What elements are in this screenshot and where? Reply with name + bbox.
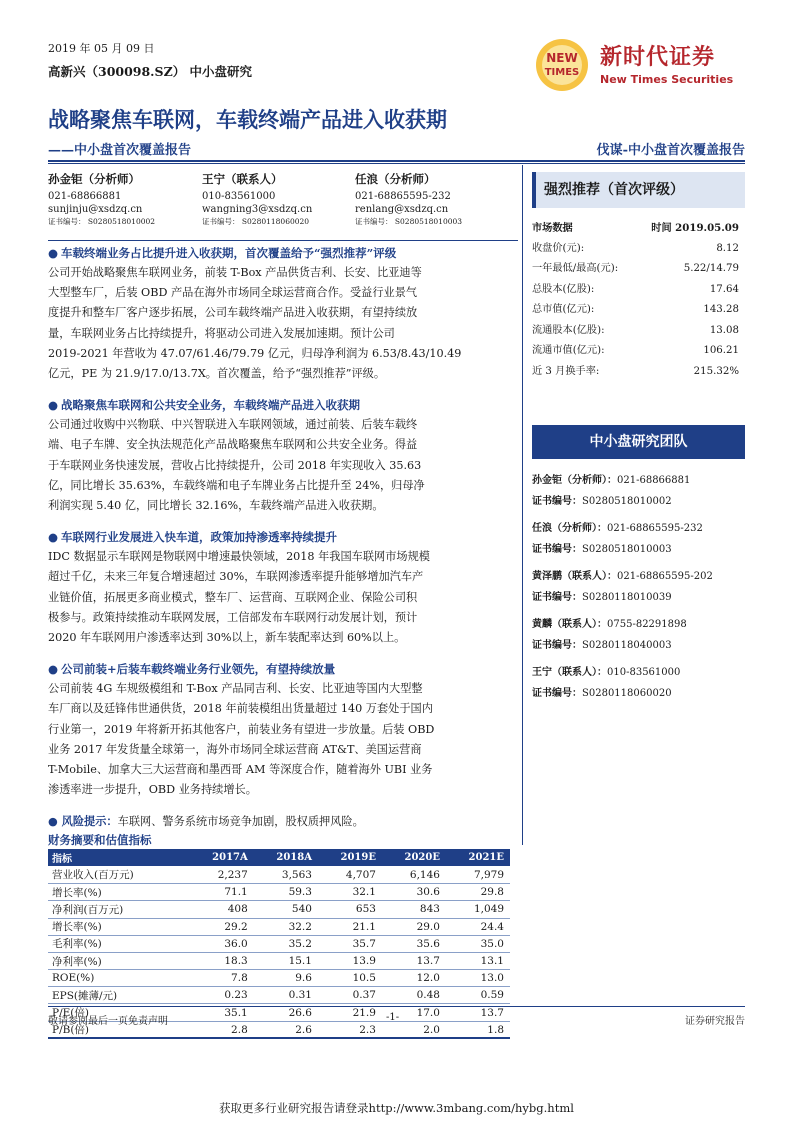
svg-text:NEW: NEW (546, 51, 578, 65)
report-date: 2019 年 05 月 09 日 (48, 42, 155, 55)
market-label: 近 3 月换手率: (532, 365, 600, 377)
license-number: S0280518010002 (582, 496, 672, 507)
table-cell: 59.3 (254, 884, 318, 901)
team-member-name: 王宁（联系人）： (532, 667, 607, 678)
market-value: 13.08 (709, 324, 739, 336)
table-row (48, 884, 510, 901)
market-data (532, 218, 745, 382)
team-member-name: 任浪（分析师）： (532, 523, 607, 534)
table-cell: 71.1 (190, 884, 254, 901)
table-header: 指标 (48, 849, 190, 866)
team-member-phone: 021-68866881 (617, 475, 691, 486)
market-data-row (532, 341, 745, 362)
table-cell: 13.7 (382, 952, 446, 969)
license-number: S0280118060020 (582, 688, 672, 699)
team-member (532, 470, 745, 518)
table-cell: 13.7 (446, 1004, 510, 1021)
main-column (48, 243, 518, 1039)
table-cell: 0.48 (382, 987, 446, 1004)
bullet-icon: ● (48, 246, 59, 260)
analyst-name: 任浪（分析师） (355, 172, 436, 186)
stock-code: 高新兴（300098.SZ） 中小盘研究 (48, 64, 253, 79)
title-divider (48, 160, 745, 162)
market-value: 8.12 (716, 242, 739, 254)
team-member-phone: 0755-82291898 (607, 619, 687, 630)
report-subtitle: ——中小盘首次覆盖报告 (48, 143, 192, 158)
analyst-phone: 021-68866881 (48, 190, 122, 202)
table-cell: 540 (254, 901, 318, 918)
team-member-phone: 021-68865595-232 (607, 523, 703, 534)
analyst-name: 王宁（联系人） (202, 172, 283, 186)
section-body: IDC 数据显示车联网是物联网中增速最快领域，2018 年我国车联网市场规模 超过千亿，未来三年复合增速超过 30%，车联网渗透率提升能够增加汽车产 业链价值，拓展更多商业模式，整车厂、运营商、互联网企业、保险公司积 极参与。政策持续推动车联网发展，工信部发布车联网行动发展计划，预计 2020 年车联网用户渗透率达到 30%以上，新车装配率达到 60%以上。 (48, 550, 430, 645)
table-row-label: EPS(摊薄/元) (48, 987, 190, 1004)
table-cell: 35.7 (318, 935, 382, 952)
section-body: 公司通过收购中兴物联、中兴智联进入车联网领域，通过前装、后装车载终 端、电子车牌、安全执法规范化产品战略聚焦车联网和公共安全业务。得益 于车联网业务快速发展，营收占比持续提升，公司 2018 年实现收入 35.63 亿，同比增长 35.63%，车载终端和电子车牌业务占比提升至 24%，归母净 利润实现 5.40 亿，同比增长 32.16%，车载终端产品进入收获期。 (48, 418, 425, 513)
market-label: 收盘价(元): (532, 242, 585, 254)
table-cell: 7,979 (446, 866, 510, 883)
market-data-row (532, 239, 745, 260)
table-cell: 32.2 (254, 918, 318, 935)
table-cell: 30.6 (382, 884, 446, 901)
table-cell: 13.9 (318, 952, 382, 969)
table-cell: 12.0 (382, 970, 446, 987)
market-value: 143.28 (703, 304, 739, 315)
table-row-label: 净利润(百万元) (48, 901, 190, 918)
table-header: 2019E (318, 849, 382, 866)
market-label: 流通市值(亿元): (532, 345, 605, 356)
market-value: 106.21 (703, 345, 739, 356)
table-cell: 35.0 (446, 935, 510, 952)
table-cell: 9.6 (254, 970, 318, 987)
market-data-row (532, 280, 745, 301)
team-member-phone: 010-83561000 (607, 667, 681, 678)
logo-chinese-name: 新时代证券 (600, 44, 716, 70)
table-cell: 13.0 (446, 970, 510, 987)
license-number: S0280118040003 (582, 640, 672, 651)
analyst-card (202, 172, 312, 227)
analyst-phone: 021-68865595-232 (355, 190, 451, 202)
new-times-logo-icon (528, 34, 596, 96)
table-header: 2020E (382, 849, 446, 866)
analyst-name: 孙金钜（分析师） (48, 172, 140, 186)
page-number: -1- (386, 1012, 400, 1023)
financial-table (48, 849, 510, 1039)
market-label: 流通股本(亿股): (532, 324, 605, 336)
table-cell: 843 (382, 901, 446, 918)
table-cell: 21.9 (318, 1004, 382, 1021)
table-cell: 2.0 (382, 1021, 446, 1038)
license-number: S0280518010003 (582, 544, 672, 555)
column-divider (522, 165, 523, 845)
table-row (48, 987, 510, 1004)
analyst-license: 证书编号： S0280518010003 (355, 216, 463, 226)
table-cell: 0.23 (190, 987, 254, 1004)
team-list (532, 470, 745, 710)
table-header: 2021E (446, 849, 510, 866)
market-value: 5.22/14.79 (683, 263, 739, 274)
team-member (532, 614, 745, 662)
section-heading: ● 车联网行业发展进入快车道，政策加持渗透率持续提升 (48, 527, 518, 547)
market-value: 17.64 (709, 283, 739, 295)
table-cell: 21.1 (318, 918, 382, 935)
table-row-label: P/B(倍) (48, 1021, 190, 1038)
table-cell: 3,563 (254, 866, 318, 883)
market-value: 215.32% (693, 365, 739, 377)
table-row-label: 营业收入(百万元) (48, 866, 190, 883)
analyst-card (355, 172, 462, 227)
table-cell: 29.2 (190, 918, 254, 935)
team-member-name: 黄麟（联系人）： (532, 619, 607, 630)
section-heading: ● 车载终端业务占比提升进入收获期，首次覆盖给予“强烈推荐”评级 (48, 243, 518, 263)
table-cell: 35.6 (382, 935, 446, 952)
table-cell: 2,237 (190, 866, 254, 883)
team-member-name: 孙金钜（分析师）： (532, 475, 617, 486)
table-cell: 6,146 (382, 866, 446, 883)
market-data-row (532, 321, 745, 342)
table-cell: 408 (190, 901, 254, 918)
table-cell: 10.5 (318, 970, 382, 987)
table-cell: 2.6 (254, 1021, 318, 1038)
market-label: 总市值(亿元): (532, 304, 595, 315)
table-cell: 35.1 (190, 1004, 254, 1021)
table-cell: 4,707 (318, 866, 382, 883)
table-cell: 7.8 (190, 970, 254, 987)
table-row (48, 866, 510, 883)
market-data-header: 市场数据 时间 2019.05.09 (532, 222, 739, 234)
table-header-row (48, 849, 510, 866)
table-cell: 24.4 (446, 918, 510, 935)
table-cell: 653 (318, 901, 382, 918)
market-data-row (532, 300, 745, 321)
table-cell: 35.2 (254, 935, 318, 952)
analyst-email[interactable]: sunjinju@xsdzq.cn (48, 204, 143, 216)
report-title: 战略聚焦车联网，车载终端产品进入收获期 (48, 107, 447, 132)
analyst-license: 证书编号： S0280518010002 (48, 216, 156, 226)
table-row (48, 901, 510, 918)
rating-badge: 强烈推荐（首次评级） (532, 172, 745, 208)
financial-table-title: 财务摘要和估值指标 (48, 833, 152, 848)
market-data-row (532, 362, 745, 383)
section-body: 公司前装 4G 车规级模组和 T-Box 产品同吉利、长安、比亚迪等国内大型整 车厂商以及廷锋伟世通供货，2018 年前装模组出货量超过 140 万套处于国内 行业第一，2019 年将新开拓其他客户，前装业务有望进一步放量。后装 OBD 业务 2017 年发货量全球第一，海外市场同全球运营商 AT&T、美国运营商 T-Mobile、加拿大三大运营商和墨西哥 AM 等深度合作，随着海外 UBI 业务 渗透率进一步提升，OBD 业务持续增长。 (48, 682, 435, 797)
section-body: 公司开始战略聚焦车联网业务，前装 T-Box 产品供货吉利、长安、比亚迪等 大型整车厂，后装 OBD 产品在海外市场同全球运营商合作。受益行业景气 度提升和整车厂客户逐步拓展，公司车载终端产品进入收获期，有望持续放 量，车联网业务占比持续提升，将驱动公司进入发展加速期。预计公司 2019-2021 年营收为 47.07/61.46/79.79 亿元，归母净利润为 6.53/8.43/10.49 亿元，PE 为 21.9/17.0/13.7X。首次覆盖，给予“强烈推荐”评级。 (48, 266, 462, 381)
table-cell: 2.8 (190, 1021, 254, 1038)
section-heading: ● 战略聚焦车联网和公共安全业务，车载终端产品进入收获期 (48, 395, 518, 415)
bullet-icon: ● (48, 530, 59, 545)
logo-english-name: New Times Securities (600, 73, 734, 86)
team-member-phone: 021-68865595-202 (617, 571, 713, 582)
table-cell: 18.3 (190, 952, 254, 969)
license-number: S0280118010039 (582, 592, 672, 603)
license-label: 证书编号： (532, 496, 582, 507)
table-row-label: ROE(%) (48, 970, 190, 987)
team-member (532, 566, 745, 614)
team-member (532, 662, 745, 710)
table-cell: 17.0 (382, 1004, 446, 1021)
footer-divider (48, 1006, 745, 1007)
analyst-email[interactable]: wangning3@xsdzq.cn (202, 204, 313, 216)
license-label: 证书编号： (532, 592, 582, 603)
bullet-icon: ● (48, 814, 58, 829)
license-label: 证书编号： (532, 640, 582, 651)
table-row-label: 净利率(%) (48, 952, 190, 969)
analyst-license: 证书编号： S0280118060020 (202, 216, 310, 226)
table-cell: 15.1 (254, 952, 318, 969)
table-row (48, 952, 510, 969)
market-label: 总股本(亿股): (532, 283, 595, 295)
bullet-icon: ● (48, 398, 59, 413)
title-divider-thin (48, 163, 745, 164)
company-logo (528, 34, 758, 96)
license-label: 证书编号： (532, 544, 582, 555)
table-cell: 29.0 (382, 918, 446, 935)
team-member-name: 黄泽鹏（联系人）： (532, 571, 617, 582)
market-label: 一年最低/最高(元): (532, 263, 619, 274)
table-row (48, 970, 510, 987)
bottom-link[interactable]: 获取更多行业研究报告请登录http://www.3mbang.com/hybg.html (219, 1101, 574, 1115)
table-cell: 2.3 (318, 1021, 382, 1038)
table-cell: 32.1 (318, 884, 382, 901)
market-data-row (532, 259, 745, 280)
table-header: 2017A (190, 849, 254, 866)
table-cell: 0.37 (318, 987, 382, 1004)
footer-doc-type: 证券研究报告 (685, 1016, 745, 1027)
table-cell: 1.8 (446, 1021, 510, 1038)
table-row-label: 增长率(%) (48, 884, 190, 901)
table-cell: 0.59 (446, 987, 510, 1004)
table-row (48, 935, 510, 952)
analyst-divider (48, 240, 518, 241)
table-cell: 26.6 (254, 1004, 318, 1021)
table-cell: 36.0 (190, 935, 254, 952)
table-row-label: 增长率(%) (48, 918, 190, 935)
table-row-label: P/E(倍) (48, 1004, 190, 1021)
analyst-email[interactable]: renlang@xsdzq.cn (355, 204, 449, 216)
team-title: 中小盘研究团队 (532, 425, 745, 459)
table-cell: 13.1 (446, 952, 510, 969)
table-cell: 0.31 (254, 987, 318, 1004)
license-label: 证书编号： (532, 688, 582, 699)
table-cell: 1,049 (446, 901, 510, 918)
svg-text:TIMES: TIMES (544, 67, 580, 78)
bullet-icon: ● (48, 662, 59, 677)
table-row-label: 毛利率(%) (48, 935, 190, 952)
analyst-card (48, 172, 155, 227)
footer-disclaimer: 敬请参阅最后一页免责声明 (48, 1016, 168, 1027)
table-cell: 29.8 (446, 884, 510, 901)
table-header: 2018A (254, 849, 318, 866)
section-heading: ● 公司前装+后装车载终端业务行业领先，有望持续放量 (48, 659, 518, 679)
report-series: 伐谋-中小盘首次覆盖报告 (596, 143, 745, 158)
analyst-phone: 010-83561000 (202, 190, 276, 202)
team-member (532, 518, 745, 566)
table-row (48, 918, 510, 935)
risk-note: ● 风险提示：车联网、警务系统市场竞争加剧，股权质押风险。 (48, 814, 364, 829)
